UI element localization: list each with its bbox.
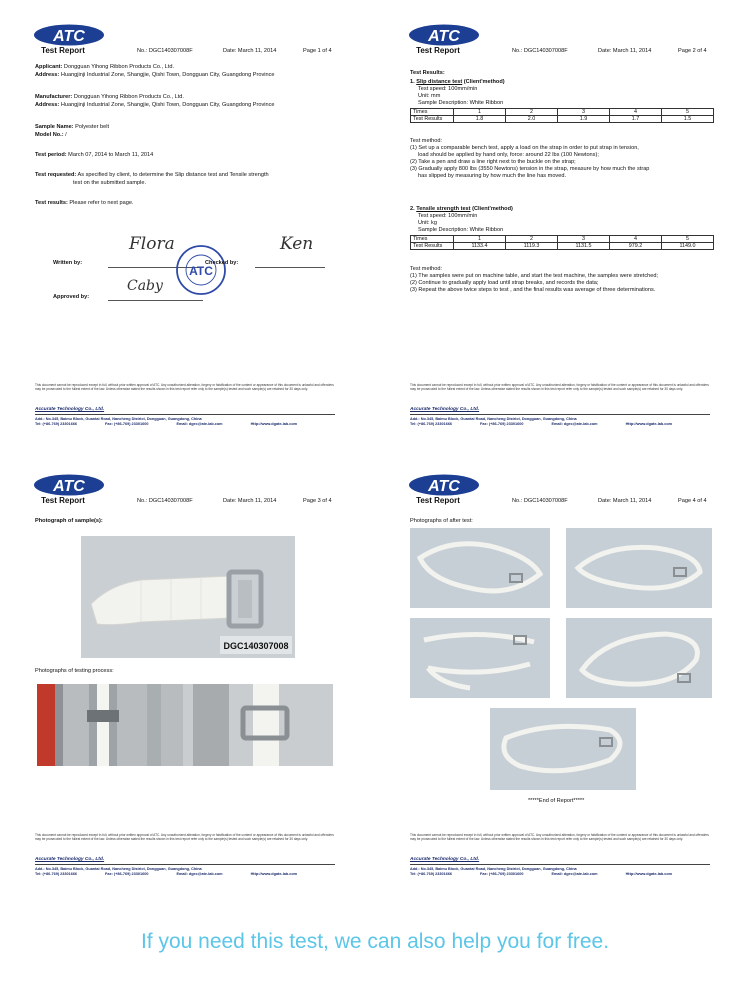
applicant-address-line: Address: Huangjinji Industrial Zone, Shangjie, Qishi Town, Dongguan City, Guangdong Province <box>35 72 275 78</box>
report-date: Date: March 11, 2014 <box>598 498 652 504</box>
table-cell: 1133.4 <box>454 243 506 250</box>
footer-address: Add.: No.345, Baimu Block, Guantai Road, Nancheng District, Dongguan, Guangdong, China <box>410 867 577 871</box>
table-cell: 3 <box>558 109 610 116</box>
page-number: Page 2 of 4 <box>678 48 707 54</box>
svg-text:ATC: ATC <box>53 478 85 495</box>
svg-text:ATC: ATC <box>53 28 85 45</box>
footer-company: Accurate Technology Co., Ltd. <box>410 407 480 412</box>
report-number: No.: DGC140307008F <box>512 498 568 504</box>
written-by-label: Written by: <box>53 260 83 266</box>
test-requested-line: Test requested: As specified by client, to determine the Slip distance test and Tensile strength <box>35 172 269 178</box>
page-number: Page 3 of 4 <box>303 498 332 504</box>
table-cell: 1119.3 <box>506 243 558 250</box>
after-test-photo <box>410 528 550 608</box>
report-page-2 <box>408 22 748 427</box>
table-cell: 1 <box>454 109 506 116</box>
method-2-heading: Test method: <box>410 266 443 272</box>
table-cell: 1.8 <box>454 116 506 123</box>
table-cell: 1.9 <box>558 116 610 123</box>
after-test-photo <box>410 618 550 698</box>
company-stamp <box>175 244 227 296</box>
signature-checked: Ken <box>280 234 314 254</box>
checked-by-label: Checked by: <box>205 260 239 266</box>
svg-text:ATC: ATC <box>428 28 460 45</box>
testing-photo-buckle <box>183 684 333 766</box>
report-date: Date: March 11, 2014 <box>223 48 277 54</box>
table-cell: 4 <box>610 236 662 243</box>
page-number: Page 1 of 4 <box>303 48 332 54</box>
method-1-step: (3) Gradually apply 800 lbs (3550 Newtons) tension in the strap, measure by how much the strap <box>410 166 650 172</box>
doc-title: Test Report <box>416 46 460 55</box>
test-period-line: Test period: March 07, 2014 to March 11, 2014 <box>35 152 154 158</box>
footer-address: Add.: No.345, Baimu Block, Guantai Road, Nancheng District, Dongguan, Guangdong, China <box>410 417 577 421</box>
method-1-step: (2) Take a pen and draw a line right next to the buckle on the strap; <box>410 159 576 165</box>
slip-results-table <box>410 108 714 123</box>
footer-contacts: Tel: (+86-769) 23301666 Fax: (+86-769) 23301600 Email: dgec@ate-lab.com Http://www.dgate-lab.com <box>35 872 298 876</box>
testing-photo-machine <box>37 684 183 766</box>
doc-title: Test Report <box>41 46 85 55</box>
atc-logo <box>408 474 480 496</box>
footer-divider <box>35 414 335 415</box>
disclaimer: This document cannot be reproduced except in full, without prior written approval of ATC. Any unauthorized alteration, forgery or falsification of the content or appearance of this document is unlawful and offenders may be prosecuted to the fullest extent of the law. Unless otherwise stated the results shown in this test report refer only to the sample(s) tested and such sample(s) are retained for 30 days only. <box>410 833 709 841</box>
end-of-report: *****End of Report***** <box>528 798 585 804</box>
tensile-test-title: 2. Tensile strength test (Client'method) <box>410 206 513 212</box>
report-page-4 <box>408 472 748 877</box>
table-cell: 979.2 <box>610 243 662 250</box>
footer-address: Add.: No.345, Baimu Block, Guantai Road, Nancheng District, Dongguan, Guangdong, China <box>35 417 202 421</box>
promo-banner: If you need this test, we can also help you for free. <box>140 930 610 953</box>
table-cell: 2 <box>506 109 558 116</box>
report-number: No.: DGC140307008F <box>137 498 193 504</box>
disclaimer: This document cannot be reproduced except in full, without prior written approval of ATC. Any unauthorized alteration, forgery or falsification of the content or appearance of this document is unlawful and offenders may be prosecuted to the fullest extent of the law. Unless otherwise stated the results shown in this test report refer only to the sample(s) tested and such sample(s) are retained for 30 days only. <box>35 833 334 841</box>
footer-company: Accurate Technology Co., Ltd. <box>410 857 480 862</box>
table-row <box>411 236 714 243</box>
tensile-results-table <box>410 235 714 250</box>
signature-approved: Caby <box>127 278 163 294</box>
footer-company: Accurate Technology Co., Ltd. <box>35 407 105 412</box>
atc-logo <box>33 24 105 46</box>
manufacturer-address-line: Address: Huangjinji Industrial Zone, Shangjie, Qishi Town, Dongguan City, Guangdong Province <box>35 102 275 108</box>
after-test-photo <box>566 618 712 698</box>
table-cell: 1149.0 <box>662 243 714 250</box>
report-page-3 <box>33 472 373 877</box>
after-test-heading: Photographs of after test: <box>410 518 473 524</box>
slip-test-speed: Test speed: 100mm/min <box>418 86 478 92</box>
slip-test-title: 1. Slip distance test (Client'method) <box>410 79 505 85</box>
table-cell: Times <box>411 109 454 116</box>
footer-divider <box>410 414 710 415</box>
method-1-step: (1) Set up a comparable bench test, apply a load on the strap in order to put strap in tension, <box>410 145 639 151</box>
table-row <box>411 243 714 250</box>
svg-text:ATC: ATC <box>428 478 460 495</box>
report-date: Date: March 11, 2014 <box>223 498 277 504</box>
footer-divider <box>410 864 710 865</box>
page-number: Page 4 of 4 <box>678 498 707 504</box>
slip-test-desc: Sample Description: White Ribbon <box>418 100 504 106</box>
svg-text:ATC: ATC <box>189 264 213 278</box>
table-cell: Times <box>411 236 454 243</box>
doc-title: Test Report <box>41 496 85 505</box>
table-cell: 3 <box>558 236 610 243</box>
report-number: No.: DGC140307008F <box>512 48 568 54</box>
table-cell: 4 <box>610 109 662 116</box>
table-cell: 1131.5 <box>558 243 610 250</box>
manufacturer-line: Manufacturer: Dongguan Yihong Ribbon Products Co., Ltd. <box>35 94 184 100</box>
table-cell: Test Results <box>411 243 454 250</box>
report-number: No.: DGC140307008F <box>137 48 193 54</box>
after-test-photo <box>566 528 712 608</box>
footer-contacts: Tel: (+86-769) 23301666 Fax: (+86-769) 23301600 Email: dgec@ate-lab.com Http://www.dgate-lab.com <box>410 422 673 426</box>
table-cell: 5 <box>662 236 714 243</box>
applicant-line: Applicant: Dongguan Yihong Ribbon Products Co., Ltd. <box>35 64 175 70</box>
table-row <box>411 109 714 116</box>
checked-by-line <box>255 267 325 268</box>
disclaimer: This document cannot be reproduced except in full, without prior written approval of ATC. Any unauthorized alteration, forgery or falsification of the content or appearance of this document is unlawful and offenders may be prosecuted to the fullest extent of the law. Unless otherwise stated the results shown in this test report refer only to the sample(s) tested and such sample(s) are retained for 30 days only. <box>410 383 709 391</box>
model-line: Model No.: / <box>35 132 67 138</box>
process-photo-heading: Photographs of testing process: <box>35 668 114 674</box>
test-requested-line-2: test on the submitted sample. <box>73 180 147 186</box>
method-1-step: load should be applied by hand only, force: around 22 lbs (100 Newtons); <box>418 152 599 158</box>
table-cell: 1.7 <box>610 116 662 123</box>
slip-test-unit: Unit: mm <box>418 93 441 99</box>
table-row <box>411 116 714 123</box>
atc-logo <box>33 474 105 496</box>
sample-photo <box>81 536 295 658</box>
test-results-line: Test results: Please refer to next page. <box>35 200 134 206</box>
approved-by-line <box>108 300 203 301</box>
method-2-step: (3) Repeat the above twice steps to test , and the final results was average of three determinations. <box>410 287 656 293</box>
footer-divider <box>35 864 335 865</box>
signature-written: Flora <box>129 234 175 254</box>
report-date: Date: March 11, 2014 <box>598 48 652 54</box>
atc-logo <box>408 24 480 46</box>
disclaimer: This document cannot be reproduced except in full, without prior written approval of ATC. Any unauthorized alteration, forgery or falsification of the content or appearance of this document is unlawful and offenders may be prosecuted to the fullest extent of the law. Unless otherwise stated the results shown in this test report refer only to the sample(s) tested and such sample(s) are retained for 30 days only. <box>35 383 334 391</box>
method-1-heading: Test method: <box>410 138 443 144</box>
sample-photo-heading: Photograph of sample(s): <box>35 518 103 524</box>
results-heading: Test Results: <box>410 70 445 76</box>
doc-title: Test Report <box>416 496 460 505</box>
footer-company: Accurate Technology Co., Ltd. <box>35 857 105 862</box>
approved-by-label: Approved by: <box>53 294 90 300</box>
method-2-step: (1) The samples were put on machine table, and start the test machine, the samples were stretched; <box>410 273 659 279</box>
sample-name-line: Sample Name: Polyester belt <box>35 124 110 130</box>
svg-text:DGC140307008: DGC140307008 <box>223 641 289 651</box>
method-2-step: (2) Continue to gradually apply load until strap breaks, and records the data; <box>410 280 599 286</box>
method-1-step: has slipped by measuring by how much the line has moved. <box>418 173 567 179</box>
tensile-test-desc: Sample Description: White Ribbon <box>418 227 504 233</box>
tensile-test-unit: Unit: kg <box>418 220 437 226</box>
table-cell: 1 <box>454 236 506 243</box>
report-page-1 <box>33 22 373 427</box>
tensile-test-speed: Test speed: 100mm/min <box>418 213 478 219</box>
table-cell: 1.5 <box>662 116 714 123</box>
table-cell: 2 <box>506 236 558 243</box>
table-cell: 5 <box>662 109 714 116</box>
footer-contacts: Tel: (+86-769) 23301666 Fax: (+86-769) 23301600 Email: dgec@ate-lab.com Http://www.dgate-lab.com <box>35 422 298 426</box>
footer-address: Add.: No.345, Baimu Block, Guantai Road, Nancheng District, Dongguan, Guangdong, China <box>35 867 202 871</box>
table-cell: 2.0 <box>506 116 558 123</box>
table-cell: Test Results <box>411 116 454 123</box>
footer-contacts: Tel: (+86-769) 23301666 Fax: (+86-769) 23301600 Email: dgec@ate-lab.com Http://www.dgate-lab.com <box>410 872 673 876</box>
after-test-photo <box>490 708 636 790</box>
